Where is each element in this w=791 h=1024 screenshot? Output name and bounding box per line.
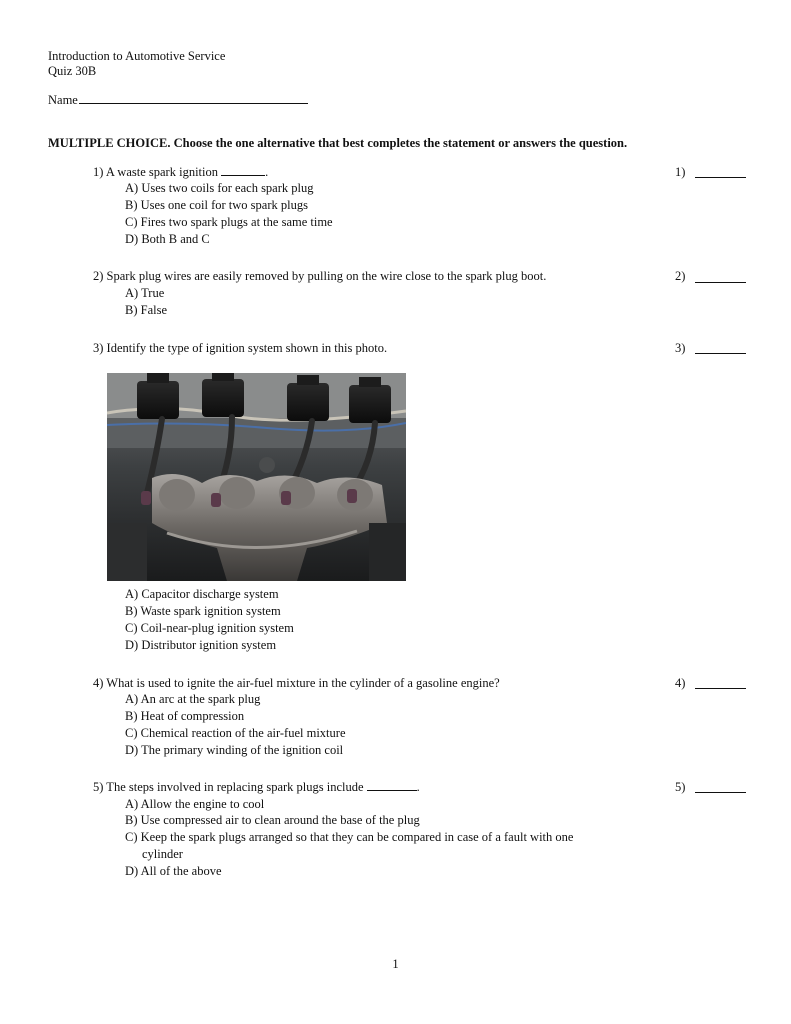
question-5-option-d[interactable]: D) All of the above bbox=[125, 864, 222, 878]
answer-2-line[interactable] bbox=[695, 282, 746, 283]
question-1-option-d[interactable]: D) Both B and C bbox=[125, 232, 210, 246]
question-5-stem bbox=[93, 779, 420, 796]
quiz-title: Quiz 30B bbox=[48, 64, 97, 78]
question-5-option-c[interactable]: C) Keep the spark plugs arranged so that they can be compared in case of a fault with one bbox=[125, 830, 574, 844]
question-5-option-b[interactable]: B) Use compressed air to clean around the base of the plug bbox=[125, 813, 420, 827]
course-title: Introduction to Automotive Service bbox=[48, 49, 226, 63]
question-2-option-b[interactable]: B) False bbox=[125, 303, 168, 317]
question-3-option-a[interactable]: A) Capacitor discharge system bbox=[125, 587, 279, 601]
question-5-option-c-continuation: cylinder bbox=[142, 847, 183, 861]
answer-2-label: 2) bbox=[675, 269, 686, 283]
question-5-option-a[interactable]: A) Allow the engine to cool bbox=[125, 797, 265, 811]
question-5-blank bbox=[367, 779, 417, 791]
engine-photo bbox=[107, 373, 406, 581]
question-3-stem: 3) Identify the type of ignition system shown in this photo. bbox=[93, 341, 388, 355]
answer-3-line[interactable] bbox=[695, 353, 746, 354]
question-1-option-a[interactable]: A) Uses two coils for each spark plug bbox=[125, 181, 314, 195]
answer-1-label: 1) bbox=[675, 165, 686, 179]
question-2-stem: 2) Spark plug wires are easily removed by pulling on the wire close to the spark plug boot. bbox=[93, 269, 547, 283]
answer-3-label: 3) bbox=[675, 341, 686, 355]
question-5-period: . bbox=[416, 780, 420, 794]
question-1-blank bbox=[221, 164, 265, 176]
question-4-option-c[interactable]: C) Chemical reaction of the air-fuel mixture bbox=[125, 726, 346, 740]
question-2-option-a[interactable]: A) True bbox=[125, 286, 165, 300]
question-3-option-b[interactable]: B) Waste spark ignition system bbox=[125, 604, 281, 618]
question-1-option-b[interactable]: B) Uses one coil for two spark plugs bbox=[125, 198, 308, 212]
answer-5-label: 5) bbox=[675, 780, 686, 794]
answer-4-label: 4) bbox=[675, 676, 686, 690]
question-3-option-c[interactable]: C) Coil-near-plug ignition system bbox=[125, 621, 294, 635]
answer-5-line[interactable] bbox=[695, 792, 746, 793]
answer-4-line[interactable] bbox=[695, 688, 746, 689]
question-1-option-c[interactable]: C) Fires two spark plugs at the same time bbox=[125, 215, 333, 229]
page-number: 1 bbox=[392, 957, 399, 971]
name-field[interactable] bbox=[48, 91, 308, 109]
question-4-option-b[interactable]: B) Heat of compression bbox=[125, 709, 245, 723]
answer-1-line[interactable] bbox=[695, 177, 746, 178]
question-1-stem bbox=[93, 164, 268, 181]
question-4-option-d[interactable]: D) The primary winding of the ignition coil bbox=[125, 743, 344, 757]
question-3-option-d[interactable]: D) Distributor ignition system bbox=[125, 638, 277, 652]
question-5-text: 5) The steps involved in replacing spark plugs include bbox=[93, 780, 367, 794]
name-blank-line[interactable] bbox=[79, 91, 308, 104]
question-4-option-a[interactable]: A) An arc at the spark plug bbox=[125, 692, 261, 706]
question-1-text: 1) A waste spark ignition bbox=[93, 165, 222, 179]
question-1-period: . bbox=[265, 165, 269, 179]
name-label: Name bbox=[48, 93, 78, 107]
instructions: MULTIPLE CHOICE. Choose the one alternative that best completes the statement or answers the question. bbox=[48, 136, 628, 150]
question-4-stem: 4) What is used to ignite the air-fuel mixture in the cylinder of a gasoline engine? bbox=[93, 676, 500, 690]
